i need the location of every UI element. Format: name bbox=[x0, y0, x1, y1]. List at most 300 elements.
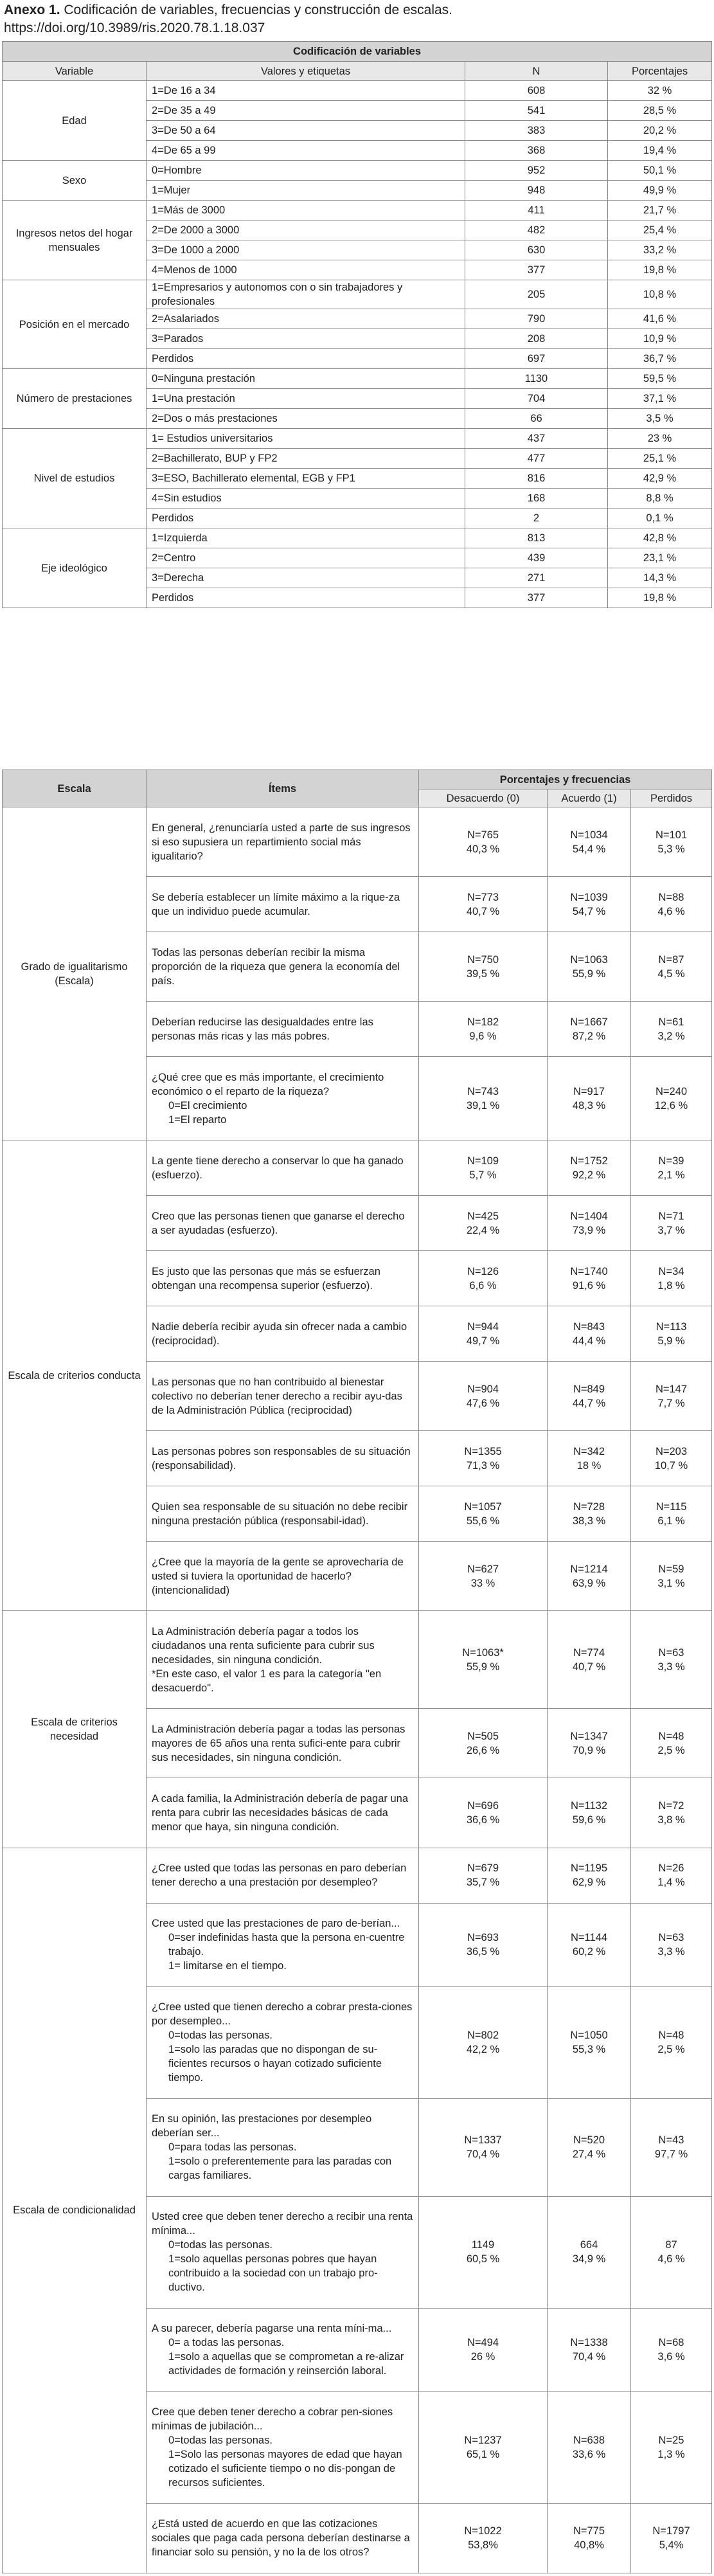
item-question: Se debería establecer un límite máximo a la rique-za que un individuo puede acumular. bbox=[152, 891, 400, 917]
value-label: 1=De 16 a 34 bbox=[147, 81, 465, 101]
agree-cell bbox=[548, 1486, 631, 1542]
freq-pct: 3,7 % bbox=[657, 1224, 685, 1236]
item-question: A su parecer, debería pagarse una renta míni-ma... bbox=[152, 2323, 392, 2335]
agree-cell bbox=[548, 1140, 631, 1196]
agree-cell bbox=[548, 1778, 631, 1848]
missing-cell bbox=[631, 1057, 712, 1140]
item-option: 0=El crecimiento bbox=[168, 1099, 247, 1112]
freq-pct: 34,9 % bbox=[572, 2253, 606, 2265]
value-label: 2=De 35 a 49 bbox=[147, 101, 465, 121]
scales-table bbox=[2, 770, 712, 2573]
freq-pct: 2,5 % bbox=[657, 1744, 685, 1756]
freq-pct: 6,1 % bbox=[657, 1515, 685, 1527]
disagree-cell bbox=[419, 1709, 548, 1778]
freq-n: N=182 bbox=[467, 1016, 499, 1028]
variable-name: Eje ideológico bbox=[3, 528, 147, 608]
item-option: 0=para todas las personas. bbox=[168, 2141, 297, 2154]
freq-pct: 44,4 % bbox=[572, 1335, 606, 1347]
freq-pct: 53,8% bbox=[468, 2539, 498, 2552]
agree-cell bbox=[548, 2308, 631, 2391]
disagree-cell bbox=[419, 1057, 548, 1140]
missing-cell bbox=[631, 877, 712, 932]
freq-n: N=693 bbox=[467, 1932, 499, 1944]
table-row bbox=[3, 280, 712, 309]
scale-name: Escala de criterios conducta bbox=[3, 1140, 147, 1611]
agree-cell bbox=[548, 2196, 631, 2308]
item-text bbox=[147, 1057, 419, 1140]
disagree-cell bbox=[419, 1611, 548, 1709]
freq-pct: 40,8% bbox=[574, 2539, 604, 2552]
freq-pct: 39,1 % bbox=[466, 1099, 500, 1112]
value-pct: 10,9 % bbox=[608, 329, 712, 349]
item-text bbox=[147, 1196, 419, 1251]
missing-cell bbox=[631, 1709, 712, 1778]
value-label: 0=Hombre bbox=[147, 161, 465, 181]
item-question: La gente tiene derecho a conservar lo que ha ganado (esfuerzo). bbox=[152, 1155, 404, 1181]
item-question: Las personas pobres son responsables de su situación (responsabilidad). bbox=[152, 1445, 411, 1472]
value-n: 368 bbox=[465, 141, 608, 161]
freq-n: N=425 bbox=[467, 1210, 499, 1222]
col-escala: Escala bbox=[3, 770, 147, 807]
item-question: Deberían reducirse las desigualdades entre las personas más ricas y las más pobres. bbox=[152, 1016, 373, 1042]
freq-n: N=750 bbox=[467, 953, 499, 966]
item-text bbox=[147, 1709, 419, 1778]
value-pct: 19,4 % bbox=[608, 141, 712, 161]
disagree-cell bbox=[419, 2503, 548, 2573]
missing-cell bbox=[631, 2196, 712, 2308]
value-n: 952 bbox=[465, 161, 608, 181]
freq-n: N=1752 bbox=[570, 1155, 608, 1167]
agree-cell bbox=[548, 2391, 631, 2503]
freq-n: N=843 bbox=[573, 1320, 605, 1333]
item-question: ¿Cree que la mayoría de la gente se aprovecharía de usted si tuviera la oportunidad de hacerlo? (intencionalidad) bbox=[152, 1556, 404, 1596]
variable-name: Ingresos netos del hogar mensuales bbox=[3, 201, 147, 280]
freq-pct: 18 % bbox=[576, 1459, 602, 1472]
freq-n: N=43 bbox=[658, 2134, 684, 2147]
item-text bbox=[147, 1306, 419, 1362]
freq-n: N=773 bbox=[467, 891, 499, 903]
disagree-cell bbox=[419, 1140, 548, 1196]
variable-name: Edad bbox=[3, 81, 147, 161]
scale-name: Escala de criterios necesidad bbox=[3, 1611, 147, 1848]
freq-n: N=849 bbox=[573, 1383, 605, 1395]
annex-title: Codificación de variables, frecuencias y construcción de escalas. bbox=[60, 3, 453, 17]
item-option: 0=todas las personas. bbox=[168, 2435, 272, 2447]
freq-n: N=627 bbox=[467, 1563, 499, 1575]
value-pct: 14,3 % bbox=[608, 568, 712, 588]
freq-n: N=126 bbox=[467, 1265, 499, 1277]
disagree-cell bbox=[419, 932, 548, 1002]
freq-pct: 3,1 % bbox=[657, 1577, 685, 1589]
value-n: 377 bbox=[465, 260, 608, 280]
freq-pct: 1,3 % bbox=[657, 2449, 685, 2461]
agree-cell bbox=[548, 1709, 631, 1778]
table-row bbox=[3, 201, 712, 221]
value-pct: 33,2 % bbox=[608, 240, 712, 260]
missing-cell bbox=[631, 1140, 712, 1196]
agree-cell bbox=[548, 1196, 631, 1251]
value-pct: 41,6 % bbox=[608, 309, 712, 329]
value-n: 704 bbox=[465, 389, 608, 409]
freq-pct: 55,3 % bbox=[572, 2044, 606, 2056]
freq-n: N=1347 bbox=[570, 1730, 608, 1742]
freq-n: N=505 bbox=[467, 1730, 499, 1742]
freq-pct: 39,5 % bbox=[466, 968, 500, 980]
freq-n: N=203 bbox=[655, 1445, 688, 1457]
disagree-cell bbox=[419, 1486, 548, 1542]
value-pct: 25,4 % bbox=[608, 221, 712, 240]
freq-n: N=48 bbox=[658, 1730, 684, 1742]
freq-n: 87 bbox=[665, 2239, 677, 2251]
item-row bbox=[3, 1140, 712, 1196]
table-row bbox=[3, 81, 712, 101]
disagree-cell bbox=[419, 1306, 548, 1362]
item-text bbox=[147, 1778, 419, 1848]
value-label: 1=Más de 3000 bbox=[147, 201, 465, 221]
freq-pct: 3,2 % bbox=[657, 1030, 685, 1042]
freq-pct: 12,6 % bbox=[654, 1099, 688, 1112]
freq-n: N=1667 bbox=[570, 1016, 608, 1028]
item-text bbox=[147, 1848, 419, 1903]
agree-cell bbox=[548, 1057, 631, 1140]
item-text bbox=[147, 1362, 419, 1431]
freq-n: N=1355 bbox=[464, 1445, 502, 1457]
disagree-cell bbox=[419, 1251, 548, 1306]
item-text bbox=[147, 1140, 419, 1196]
freq-pct: 71,3 % bbox=[466, 1459, 500, 1472]
missing-cell bbox=[631, 2308, 712, 2391]
disagree-cell bbox=[419, 2308, 548, 2391]
item-option: 1= limitarse en el tiempo. bbox=[168, 1960, 287, 1972]
scale-name: Escala de condicionalidad bbox=[3, 1848, 147, 2573]
freq-pct: 2,1 % bbox=[657, 1169, 685, 1181]
agree-cell bbox=[548, 1306, 631, 1362]
freq-n: N=61 bbox=[658, 1016, 684, 1028]
freq-n: N=638 bbox=[573, 2435, 605, 2447]
freq-pct: 44,7 % bbox=[572, 1397, 606, 1409]
agree-cell bbox=[548, 1542, 631, 1611]
freq-n: N=59 bbox=[658, 1563, 684, 1575]
col-n: N bbox=[465, 62, 608, 81]
value-n: 271 bbox=[465, 568, 608, 588]
value-n: 377 bbox=[465, 588, 608, 608]
freq-n: N=802 bbox=[467, 2030, 499, 2042]
value-n: 1130 bbox=[465, 369, 608, 389]
value-pct: 23,1 % bbox=[608, 548, 712, 568]
item-question: ¿Cree usted que todas las personas en paro deberían tener derecho a una prestación por desempleo? bbox=[152, 1862, 407, 1889]
item-question: La Administración debería pagar a todos los ciudadanos una renta suficiente para cubrir sus necesidades, sin ninguna condición. bbox=[152, 1625, 375, 1666]
agree-cell bbox=[548, 1611, 631, 1709]
item-question: ¿Está usted de acuerdo en que las cotizaciones sociales que paga cada persona deberían destinarse a financiar solo su pensión, y no la de los otros? bbox=[152, 2518, 410, 2559]
col-group-porcentajes: Porcentajes y frecuencias bbox=[419, 770, 712, 789]
freq-pct: 4,5 % bbox=[657, 968, 685, 980]
agree-cell bbox=[548, 1251, 631, 1306]
disagree-cell bbox=[419, 807, 548, 877]
freq-pct: 5,3 % bbox=[657, 843, 685, 855]
value-n: 482 bbox=[465, 221, 608, 240]
freq-pct: 47,6 % bbox=[466, 1397, 500, 1409]
value-label: 3=Parados bbox=[147, 329, 465, 349]
item-question: Cree usted que las prestaciones de paro de-berían... bbox=[152, 1918, 400, 1930]
missing-cell bbox=[631, 1431, 712, 1486]
freq-pct: 22,4 % bbox=[466, 1224, 500, 1236]
freq-pct: 55,9 % bbox=[572, 968, 606, 980]
value-pct: 3,5 % bbox=[608, 409, 712, 429]
value-label: Perdidos bbox=[147, 509, 465, 528]
freq-n: N=494 bbox=[467, 2337, 499, 2349]
item-question: Las personas que no han contribuido al bienestar colectivo no deberían tener derecho a recibir ayu-das de la Administración Pública (reciprocidad) bbox=[152, 1376, 402, 1416]
value-label: 3=Derecha bbox=[147, 568, 465, 588]
item-option: 0= a todas las personas. bbox=[168, 2337, 285, 2349]
value-label: 4=De 65 a 99 bbox=[147, 141, 465, 161]
freq-pct: 73,9 % bbox=[572, 1224, 606, 1236]
freq-n: N=87 bbox=[658, 953, 684, 966]
freq-n: N=1214 bbox=[570, 1563, 608, 1575]
item-option: 0=todas las personas. bbox=[168, 2030, 272, 2042]
item-row bbox=[3, 807, 712, 877]
freq-n: N=63 bbox=[658, 1932, 684, 1944]
freq-pct: 40,3 % bbox=[466, 843, 500, 855]
col-perdidos: Perdidos bbox=[631, 789, 712, 807]
freq-pct: 1,4 % bbox=[657, 1877, 685, 1889]
item-question: ¿Cree usted que tienen derecho a cobrar presta-ciones por desempleo... bbox=[152, 2001, 413, 2028]
freq-n: N=1050 bbox=[570, 2030, 608, 2042]
missing-cell bbox=[631, 1611, 712, 1709]
missing-cell bbox=[631, 932, 712, 1002]
item-question: Es justo que las personas que más se esfuerzan obtengan una recompensa superior (esfuerzo). bbox=[152, 1265, 380, 1292]
freq-n: N=25 bbox=[658, 2435, 684, 2447]
freq-n: N=1195 bbox=[570, 1862, 608, 1875]
value-n: 477 bbox=[465, 449, 608, 469]
freq-pct: 10,7 % bbox=[654, 1459, 688, 1472]
table-row bbox=[3, 528, 712, 548]
disagree-cell bbox=[419, 2391, 548, 2503]
value-label: 1=Empresarios y autonomos con o sin trabajadores y profesionales bbox=[147, 280, 465, 309]
value-n: 383 bbox=[465, 121, 608, 141]
col-variable: Variable bbox=[3, 62, 147, 81]
missing-cell bbox=[631, 1903, 712, 1986]
freq-pct: 3,3 % bbox=[657, 1661, 685, 1673]
freq-pct: 1,8 % bbox=[657, 1279, 685, 1292]
value-label: 4=Menos de 1000 bbox=[147, 260, 465, 280]
col-desacuerdo: Desacuerdo (0) bbox=[419, 789, 548, 807]
freq-n: N=101 bbox=[655, 829, 688, 841]
freq-n: N=696 bbox=[467, 1799, 499, 1812]
value-pct: 50,1 % bbox=[608, 161, 712, 181]
freq-n: N=775 bbox=[573, 2525, 605, 2537]
item-option: 1=solo a aquellas que se comprometan a re-alizar actividades de formación y reinserción laboral. bbox=[168, 2351, 404, 2377]
value-label: 3=De 1000 a 2000 bbox=[147, 240, 465, 260]
freq-n: N=765 bbox=[467, 829, 499, 841]
missing-cell bbox=[631, 1196, 712, 1251]
freq-pct: 48,3 % bbox=[572, 1099, 606, 1112]
freq-pct: 65,1 % bbox=[466, 2449, 500, 2461]
doi-link[interactable]: https://doi.org/10.3989/ris.2020.78.1.18.037 bbox=[4, 21, 265, 35]
freq-n: N=109 bbox=[467, 1155, 499, 1167]
freq-pct: 26 % bbox=[470, 2351, 495, 2363]
freq-n: N=1797 bbox=[652, 2525, 690, 2537]
item-question: *En este caso, el valor 1 es para la categoría "en desacuerdo". bbox=[152, 1668, 382, 1694]
agree-cell bbox=[548, 2503, 631, 2573]
disagree-cell bbox=[419, 1431, 548, 1486]
value-pct: 42,9 % bbox=[608, 469, 712, 489]
disagree-cell bbox=[419, 1542, 548, 1611]
variable-name: Posición en el mercado bbox=[3, 280, 147, 369]
item-question: ¿Qué cree que es más importante, el crecimiento económico o el reparto de la riqueza? bbox=[152, 1071, 384, 1097]
value-pct: 25,1 % bbox=[608, 449, 712, 469]
freq-n: N=743 bbox=[467, 1085, 499, 1097]
value-pct: 10,8 % bbox=[608, 280, 712, 309]
missing-cell bbox=[631, 2098, 712, 2196]
freq-pct: 27,4 % bbox=[572, 2148, 606, 2161]
freq-pct: 40,7 % bbox=[572, 1661, 606, 1673]
value-n: 168 bbox=[465, 489, 608, 509]
value-label: 1=Izquierda bbox=[147, 528, 465, 548]
freq-n: N=1057 bbox=[464, 1500, 502, 1513]
item-question: Cree que deben tener derecho a cobrar pen-siones mínimas de jubilación... bbox=[152, 2406, 393, 2433]
freq-pct: 92,2 % bbox=[572, 1169, 606, 1181]
freq-n: N=115 bbox=[656, 1500, 687, 1513]
freq-n: N=1063 bbox=[570, 953, 608, 966]
item-option: 1=solo aquellas personas pobres que hayan contribuido a la sociedad con un trabajo pro-ductivo. bbox=[168, 2253, 378, 2294]
item-option: 1=solo las paradas que no dispongan de su-ficientes recursos o hayan cotizado suficiente tiempo. bbox=[168, 2044, 382, 2084]
item-text bbox=[147, 807, 419, 877]
missing-cell bbox=[631, 1002, 712, 1057]
value-label: 4=Sin estudios bbox=[147, 489, 465, 509]
col-items: Ítems bbox=[147, 770, 419, 807]
item-text bbox=[147, 1251, 419, 1306]
missing-cell bbox=[631, 1848, 712, 1903]
freq-n: N=68 bbox=[658, 2337, 684, 2349]
agree-cell bbox=[548, 1986, 631, 2098]
col-valores: Valores y etiquetas bbox=[147, 62, 465, 81]
freq-pct: 59,6 % bbox=[572, 1814, 606, 1826]
value-pct: 19,8 % bbox=[608, 260, 712, 280]
disagree-cell bbox=[419, 2196, 548, 2308]
freq-pct: 70,4 % bbox=[572, 2351, 606, 2363]
scale-name: Grado de igualitarismo (Escala) bbox=[3, 807, 147, 1140]
freq-pct: 70,4 % bbox=[466, 2148, 500, 2161]
freq-n: N=113 bbox=[656, 1320, 687, 1333]
freq-pct: 49,7 % bbox=[466, 1335, 500, 1347]
value-n: 437 bbox=[465, 429, 608, 449]
disagree-cell bbox=[419, 877, 548, 932]
freq-pct: 3,6 % bbox=[657, 2351, 685, 2363]
value-n: 205 bbox=[465, 280, 608, 309]
value-n: 2 bbox=[465, 509, 608, 528]
col-porcentajes: Porcentajes bbox=[608, 62, 712, 81]
value-label: 1= Estudios universitarios bbox=[147, 429, 465, 449]
freq-pct: 7,7 % bbox=[657, 1397, 685, 1409]
item-row bbox=[3, 1848, 712, 1903]
freq-pct: 4,6 % bbox=[657, 2253, 685, 2265]
freq-n: N=34 bbox=[658, 1265, 684, 1277]
agree-cell bbox=[548, 1002, 631, 1057]
value-pct: 37,1 % bbox=[608, 389, 712, 409]
value-n: 608 bbox=[465, 81, 608, 101]
value-label: 0=Ninguna prestación bbox=[147, 369, 465, 389]
table-row bbox=[3, 429, 712, 449]
freq-n: N=71 bbox=[658, 1210, 684, 1222]
missing-cell bbox=[631, 2503, 712, 2573]
freq-n: N=1337 bbox=[464, 2134, 502, 2147]
freq-pct: 54,4 % bbox=[572, 843, 606, 855]
item-question: Quien sea responsable de su situación no debe recibir ninguna prestación pública (responsabil-idad). bbox=[152, 1500, 408, 1527]
freq-pct: 36,5 % bbox=[466, 1946, 500, 1958]
freq-pct: 33 % bbox=[470, 1577, 495, 1589]
freq-pct: 4,6 % bbox=[657, 905, 685, 917]
value-pct: 8,8 % bbox=[608, 489, 712, 509]
item-text bbox=[147, 1002, 419, 1057]
item-text bbox=[147, 2391, 419, 2503]
value-n: 697 bbox=[465, 349, 608, 369]
freq-n: N=1338 bbox=[570, 2337, 608, 2349]
value-label: 3=De 50 a 64 bbox=[147, 121, 465, 141]
freq-pct: 62,9 % bbox=[572, 1877, 606, 1889]
freq-n: N=1034 bbox=[570, 829, 608, 841]
value-label: Perdidos bbox=[147, 349, 465, 369]
value-label: 1=Una prestación bbox=[147, 389, 465, 409]
variable-name: Número de prestaciones bbox=[3, 369, 147, 429]
freq-n: N=1039 bbox=[570, 891, 608, 903]
agree-cell bbox=[548, 807, 631, 877]
missing-cell bbox=[631, 807, 712, 877]
freq-n: N=679 bbox=[467, 1862, 499, 1875]
disagree-cell bbox=[419, 1848, 548, 1903]
item-text bbox=[147, 877, 419, 932]
value-label: 2=Bachillerato, BUP y FP2 bbox=[147, 449, 465, 469]
freq-n: N=1740 bbox=[570, 1265, 608, 1277]
freq-pct: 33,6 % bbox=[572, 2449, 606, 2461]
value-pct: 19,8 % bbox=[608, 588, 712, 608]
missing-cell bbox=[631, 1986, 712, 2098]
value-n: 541 bbox=[465, 101, 608, 121]
freq-pct: 87,2 % bbox=[572, 1030, 606, 1042]
freq-n: N=917 bbox=[573, 1085, 605, 1097]
freq-n: N=1063* bbox=[462, 1646, 504, 1659]
disagree-cell bbox=[419, 1002, 548, 1057]
annex-label: Anexo 1. bbox=[4, 3, 60, 17]
freq-pct: 9,6 % bbox=[469, 1030, 497, 1042]
col-acuerdo: Acuerdo (1) bbox=[548, 789, 631, 807]
missing-cell bbox=[631, 1251, 712, 1306]
missing-cell bbox=[631, 2391, 712, 2503]
freq-pct: 6,6 % bbox=[469, 1279, 497, 1292]
disagree-cell bbox=[419, 1196, 548, 1251]
item-text bbox=[147, 1611, 419, 1709]
item-question: Creo que las personas tienen que ganarse el derecho a ser ayudadas (esfuerzo). bbox=[152, 1210, 405, 1236]
item-option: 0=ser indefinidas hasta que la persona en-cuentre trabajo. bbox=[168, 1932, 405, 1958]
item-question: Usted cree que deben tener derecho a recibir una renta mínima... bbox=[152, 2211, 413, 2237]
value-n: 790 bbox=[465, 309, 608, 329]
freq-n: N=72 bbox=[658, 1799, 684, 1812]
agree-cell bbox=[548, 1362, 631, 1431]
value-label: 2=De 2000 a 3000 bbox=[147, 221, 465, 240]
item-text bbox=[147, 2308, 419, 2391]
item-question: La Administración debería pagar a todas las personas mayores de 65 años una renta sufici-ente para cubrir sus necesidades, sin ninguna condición. bbox=[152, 1723, 406, 1763]
freq-pct: 5,9 % bbox=[657, 1335, 685, 1347]
missing-cell bbox=[631, 1778, 712, 1848]
item-text bbox=[147, 1986, 419, 2098]
freq-n: N=774 bbox=[573, 1646, 605, 1659]
freq-n: N=39 bbox=[658, 1155, 684, 1167]
item-text bbox=[147, 2196, 419, 2308]
freq-n: N=728 bbox=[573, 1500, 605, 1513]
freq-pct: 54,7 % bbox=[572, 905, 606, 917]
item-text bbox=[147, 2098, 419, 2196]
annex-heading bbox=[4, 1, 711, 37]
agree-cell bbox=[548, 2098, 631, 2196]
